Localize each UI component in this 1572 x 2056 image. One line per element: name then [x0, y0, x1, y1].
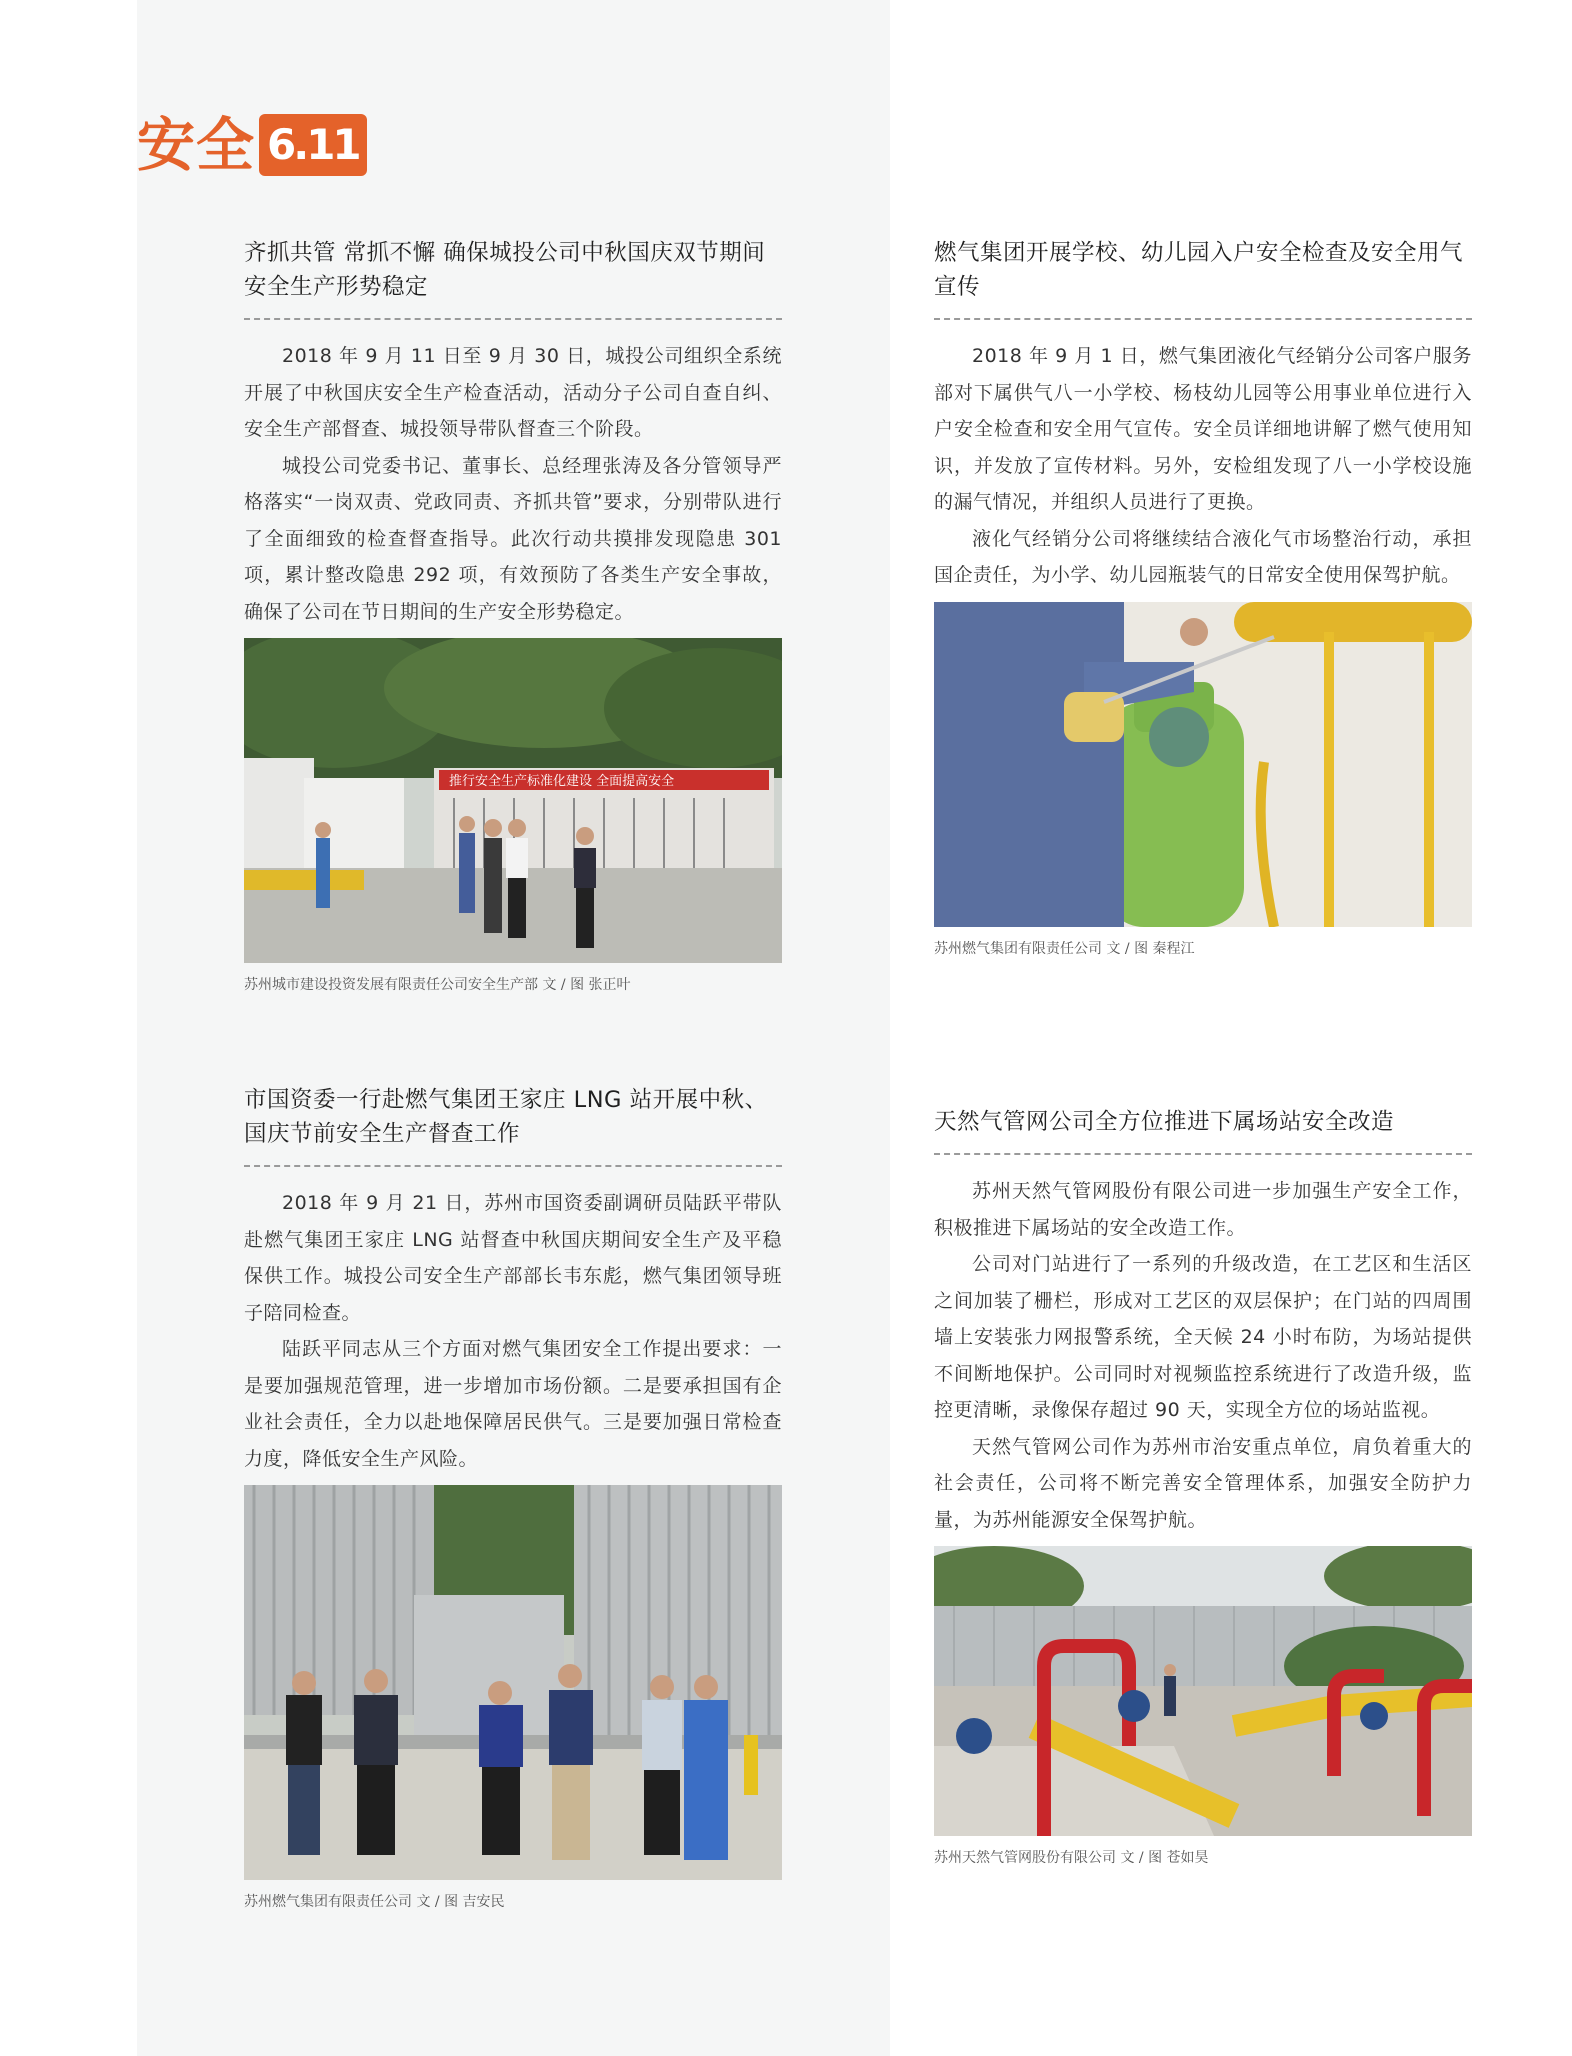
photo-illustration — [934, 1546, 1472, 1836]
article-body — [244, 338, 782, 630]
article-photo-gate-station — [934, 1546, 1472, 1836]
photo-caption: 苏州燃气集团有限责任公司 文 / 图 吉安民 — [244, 1894, 505, 1910]
photo-banner-text: 推行安全生产标准化建设 全面提高安全 — [449, 774, 675, 789]
article-title: 天然气管网公司全方位推进下属场站安全改造 — [934, 1109, 1395, 1135]
article-photo-lng-station — [244, 1485, 782, 1880]
article-paragraph: 2018 年 9 月 1 日，燃气集团液化气经销分公司客户服务部对下属供气八一小学校、杨枝幼儿园等公用事业单位进行入户安全检查和安全用气宣传。安全员详细地讲解了燃气使用知识，并发放了宣传材料。另外，安检组发现了八一小学校设施的漏气情况，并组织人员进行了更换。 — [934, 345, 1472, 513]
photo-illustration — [244, 638, 782, 963]
article-paragraph: 2018 年 9 月 21 日，苏州市国资委副调研员陆跃平带队赴燃气集团王家庄 LNG 站督查中秋国庆期间安全生产及平稳保供工作。城投公司安全生产部部长韦东彪，燃气集团领导班子陪同检查。 — [244, 1192, 782, 1324]
photo-caption: 苏州天然气管网股份有限公司 文 / 图 苍如昊 — [934, 1850, 1209, 1866]
article-title: 市国资委一行赴燃气集团王家庄 LNG 站开展中秋、国庆节前安全生产督查工作 — [244, 1087, 768, 1147]
article-paragraph: 陆跃平同志从三个方面对燃气集团安全工作提出要求：一是要加强规范管理，进一步增加市场份额。二是要承担国有企业社会责任，全力以赴地保障居民供气。三是要加强日常检查力度，降低安全生产风险。 — [244, 1338, 782, 1470]
article-photo-gas-leak-check — [934, 602, 1472, 927]
logo-badge: 6.11 — [259, 114, 367, 176]
article-body — [934, 338, 1472, 594]
article-paragraph: 2018 年 9 月 11 日至 9 月 30 日，城投公司组织全系统开展了中秋国庆安全生产检查活动，活动分子公司自查自纠、安全生产部督查、城投领导带队督查三个阶段。 — [244, 345, 782, 440]
article-paragraph: 公司对门站进行了一系列的升级改造，在工艺区和生活区之间加装了栅栏，形成对工艺区的双层保护；在门站的四周围墙上安装张力网报警系统，全天候 24 小时布防，为场站提供不间断地保护。公司同时对视频监控系统进行了改造升级，监控更清晰，录像保存超过 90 天，实现全方位的场站监视。 — [934, 1253, 1472, 1421]
article-body — [244, 1185, 782, 1477]
article-paragraph: 苏州天然气管网股份有限公司进一步加强生产安全工作，积极推进下属场站的安全改造工作。 — [934, 1180, 1472, 1239]
dashed-divider — [244, 1165, 782, 1167]
article-title: 齐抓共管 常抓不懈 确保城投公司中秋国庆双节期间安全生产形势稳定 — [244, 240, 766, 300]
logo-text: 安全 — [137, 111, 256, 179]
photo-illustration — [244, 1485, 782, 1880]
article-paragraph: 天然气管网公司作为苏州市治安重点单位，肩负着重大的社会责任，公司将不断完善安全管理体系，加强安全防护力量，为苏州能源安全保驾护航。 — [934, 1435, 1472, 1531]
photo-caption: 苏州城市建设投资发展有限责任公司安全生产部 文 / 图 张正叶 — [244, 977, 631, 993]
article-pipeline-station-upgrade — [934, 1105, 1472, 1868]
article-paragraph: 城投公司党委书记、董事长、总经理张涛及各分管领导严格落实“一岗双责、党政同责、齐抓共管”要求，分别带队进行了全面细致的检查督查指导。此次行动共摸排发现隐患 301 项，累计整改隐患 292 项，有效预防了各类生产安全事故，确保了公司在节日期间的生产安全形势稳定。 — [244, 454, 782, 623]
article-chengtou-safety — [244, 236, 782, 995]
article-title: 燃气集团开展学校、幼儿园入户安全检查及安全用气宣传 — [934, 240, 1464, 300]
article-school-gas-safety — [934, 236, 1472, 959]
photo-illustration — [934, 602, 1472, 927]
dashed-divider — [934, 318, 1472, 320]
article-paragraph: 液化气经销分公司将继续结合液化气市场整治行动，承担国企责任，为小学、幼儿园瓶装气的日常安全使用保驾护航。 — [934, 527, 1472, 586]
section-logo — [137, 112, 367, 178]
article-photo-inspection-site — [244, 638, 782, 963]
dashed-divider — [934, 1153, 1472, 1155]
photo-caption: 苏州燃气集团有限责任公司 文 / 图 秦程江 — [934, 940, 1195, 957]
dashed-divider — [244, 318, 782, 320]
article-body — [934, 1173, 1472, 1538]
article-lng-station-inspection — [244, 1083, 782, 1912]
